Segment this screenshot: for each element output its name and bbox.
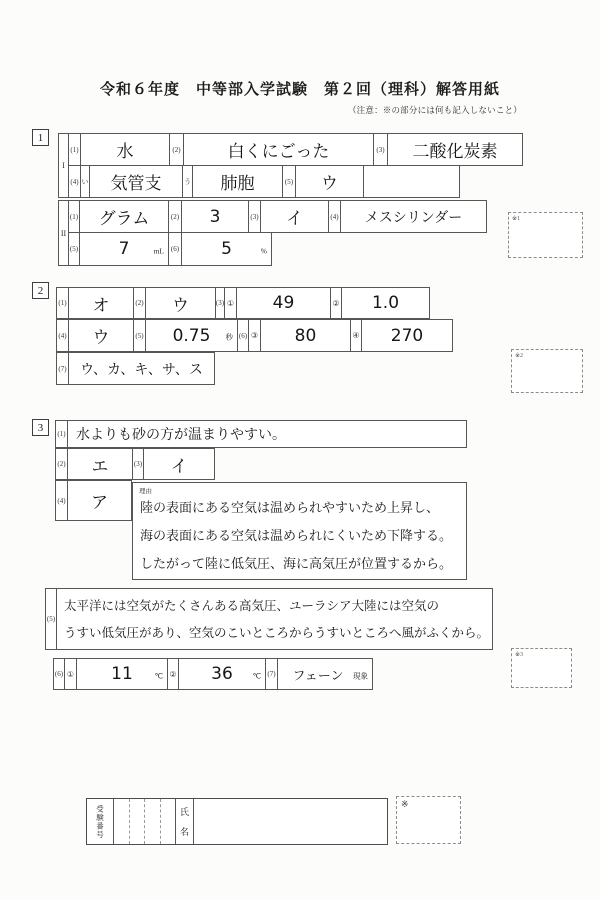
s3-q3-label: (3) <box>133 449 144 479</box>
s2-q2-label: (2) <box>134 288 146 318</box>
s1-q1-label: (1) <box>69 134 81 165</box>
s1-ii-q5-answer: 7 <box>118 239 130 259</box>
s3-q7-answer-cell <box>278 659 372 689</box>
s1-ii-q3-answer: イ <box>261 201 329 232</box>
s2-row2 <box>56 319 453 352</box>
name-label-char1: 氏 <box>179 807 189 817</box>
s3-q6-1-answer: 11 <box>111 664 133 684</box>
instruction-note: （注意：※の部分には何も記入しないこと） <box>347 105 522 115</box>
s1-ii-q5-answer-cell <box>80 233 169 265</box>
section1-group1-label: I <box>58 133 69 198</box>
s2-q1-label: (1) <box>57 288 69 318</box>
s2-q7-label: (7) <box>57 353 69 384</box>
s1-ii-q5-label: (5) <box>69 233 80 265</box>
s3-row2 <box>55 448 215 480</box>
exam-number-digit-3 <box>145 799 161 844</box>
s1-q4u-answer: 肺胞 <box>193 166 283 197</box>
grading-box-2-label: ※2 <box>515 353 524 359</box>
exam-number-digit-1 <box>114 799 130 844</box>
s2-q3-1-label: ① <box>225 288 237 318</box>
s3-q2-label: (2) <box>56 449 68 479</box>
s3-q6-2-label: ② <box>168 659 179 689</box>
s3-q6-2-unit: ℃ <box>252 671 261 680</box>
section1-group2-label: II <box>58 200 69 266</box>
name-label-char2: 名 <box>179 827 189 837</box>
s3-q6-2-answer-cell <box>179 659 266 689</box>
s2-q6-4-answer: 270 <box>390 325 424 346</box>
s2-row1 <box>56 287 430 319</box>
section3-number: 3 <box>32 419 49 436</box>
s1-ii-q3-label: (3) <box>249 201 261 232</box>
s2-q6-3-label: ③ <box>249 320 261 351</box>
s2-q4-answer: ウ <box>69 320 134 351</box>
s3-q5-line1: 太平洋には空気がたくさんある高気圧、ユーラシア大陸には空気の <box>64 598 440 613</box>
s3-q6-1-unit: ℃ <box>154 671 163 680</box>
s2-q2-answer: ウ <box>146 288 216 318</box>
s2-q6-3-answer: 80 <box>261 320 351 351</box>
s3-reason-text <box>140 495 463 579</box>
s2-q5-label: (5) <box>134 320 146 351</box>
s3-q1-answer: 水よりも砂の方が温まりやすい。 <box>76 427 286 443</box>
s2-q4-label: (4) <box>57 320 69 351</box>
s1-ii-q1-label: (1) <box>69 201 80 232</box>
s1-row4 <box>68 232 272 266</box>
s3-q2-answer: エ <box>68 449 133 479</box>
s2-q3-1-answer: 49 <box>237 288 331 318</box>
section2-number: 2 <box>32 282 49 299</box>
s3-reason-line3: したがって陸に低気圧、海に高気圧が位置するから。 <box>140 557 453 572</box>
exam-number-digit-2 <box>130 799 146 844</box>
s3-q4-answer: ア <box>91 493 108 513</box>
section1-number: 1 <box>32 129 49 146</box>
s2-q1-answer: オ <box>69 288 134 318</box>
s3-reason-line2: 海の表面にある空気は温められにくいため下降する。 <box>140 529 453 544</box>
s1-q4i-label: い <box>81 166 90 197</box>
s3-q5-line2: うすい低気圧があり、空気のこいところからうすいところへ風がふくから。 <box>64 625 490 640</box>
s3-reason-label: 理由 <box>139 488 152 495</box>
s3-reason-line1: 陸の表面にある空気は温められやすいため上昇し、 <box>140 501 440 516</box>
s2-q3-2-label: ② <box>331 288 342 318</box>
s1-row3 <box>68 200 487 233</box>
grading-box-1 <box>508 212 583 258</box>
exam-number-digit-4 <box>161 799 176 844</box>
s3-q7-suffix: 現象 <box>353 671 368 680</box>
s2-q5-answer-cell <box>146 320 238 351</box>
page-title: 令和６年度 中等部入学試験 第２回（理科）解答用紙 <box>99 82 500 98</box>
exam-number-label-cell <box>87 799 114 844</box>
s3-reason-box <box>132 482 467 580</box>
s1-ii-q4-answer: メスシリンダー <box>364 209 463 226</box>
s3-q5-label: (5) <box>46 589 57 649</box>
s3-q6-label: (6) <box>54 659 65 689</box>
s1-q1-answer: 水 <box>81 134 170 165</box>
grading-box-total <box>396 796 461 844</box>
s1-q4-label: (4) <box>69 166 81 197</box>
s3-q3-answer: イ <box>170 456 188 477</box>
s3-q5-text <box>57 589 492 649</box>
s2-q6-label: (6) <box>238 320 249 351</box>
s3-q6-2-answer: 36 <box>211 664 233 684</box>
s1-q3-answer: 二酸化炭素 <box>412 142 498 162</box>
s3-q6-1-label: ① <box>65 659 77 689</box>
s1-ii-q2-label: (2) <box>169 201 182 232</box>
s3-q5-answer-cell <box>57 589 492 649</box>
s3-q6-1-answer-cell <box>77 659 168 689</box>
s3-row5 <box>45 588 493 650</box>
s1-row1 <box>68 133 523 166</box>
s1-q5-answer: ウ <box>296 166 364 197</box>
s2-q3-2-answer: 1.0 <box>371 293 400 313</box>
s1-ii-q4-label: (4) <box>329 201 341 232</box>
s3-q1-label: (1) <box>56 421 68 447</box>
s2-q5-unit: 秒 <box>225 332 233 342</box>
s2-row3 <box>56 352 215 385</box>
s3-q4-label: (4) <box>56 481 68 520</box>
s2-q5-answer: 0.75 <box>172 325 211 346</box>
s1-q5-label: (5) <box>283 166 296 197</box>
grading-box-3-label: ※3 <box>515 652 524 658</box>
s1-q4u-label: う <box>183 166 193 197</box>
s1-ii-q6-label: (6) <box>169 233 182 265</box>
s3-q7-answer: フェーン <box>292 668 344 684</box>
examinee-info-box <box>86 798 388 845</box>
s3-row6 <box>53 658 373 690</box>
grading-box-total-label: ※ <box>401 799 409 809</box>
s1-ii-q6-answer: 5 <box>221 239 232 259</box>
s2-q3-label: (3) <box>216 288 225 318</box>
s1-q2-label: (2) <box>170 134 184 165</box>
s2-q6-4-label: ④ <box>351 320 362 351</box>
s3-row3 <box>55 480 132 521</box>
exam-number-label: 受験番号 <box>95 804 105 839</box>
grading-box-2 <box>511 349 583 393</box>
s1-ii-q6-answer-cell <box>182 233 271 265</box>
s1-q4i-answer: 気管支 <box>90 166 183 197</box>
name-entry-area <box>194 799 387 844</box>
s1-row2-empty-cell <box>364 166 459 197</box>
s3-q7-label: (7) <box>266 659 278 689</box>
s1-row2 <box>68 165 460 198</box>
s1-ii-q5-unit: mL <box>153 246 164 256</box>
s1-ii-q1-answer: グラム <box>80 201 169 232</box>
name-label-cell <box>176 799 194 844</box>
s3-row1 <box>55 420 467 448</box>
s1-ii-q6-unit: % <box>260 246 267 256</box>
s1-q3-label: (3) <box>374 134 388 165</box>
s2-q7-answer: ウ、カ、キ、サ、ス <box>80 361 203 378</box>
s1-q2-answer: 白くにごった <box>184 134 374 165</box>
grading-box-3 <box>511 648 572 688</box>
grading-box-1-label: ※1 <box>512 216 521 222</box>
s1-ii-q2-answer: 3 <box>182 201 249 232</box>
exam-number-digit-cells <box>114 799 176 844</box>
